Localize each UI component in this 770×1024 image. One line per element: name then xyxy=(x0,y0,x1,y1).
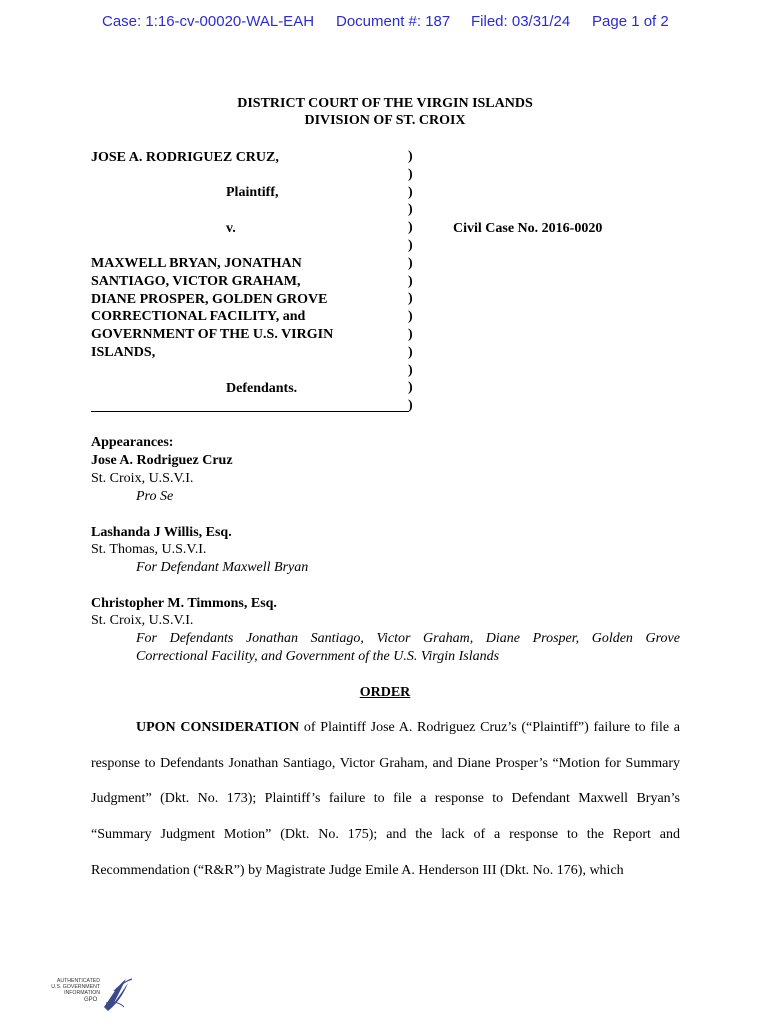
case-number-stamp: Case: 1:16-cv-00020-WAL-EAH xyxy=(102,13,315,30)
document-number-stamp: Document #: 187 xyxy=(336,13,451,30)
appearance-location: St. Croix, U.S.V.I. xyxy=(91,613,194,628)
caption-paren: ) xyxy=(408,398,413,414)
caption-paren: ) xyxy=(408,220,413,236)
appearance-role: Correctional Facility, and Government of the U.S. Virgin Islands xyxy=(136,649,500,664)
defendant-line: MAXWELL BRYAN, JONATHAN xyxy=(91,256,302,271)
caption-paren: ) xyxy=(408,362,413,378)
caption-paren: ) xyxy=(408,327,413,342)
appearance-name: Christopher M. Timmons, Esq. xyxy=(91,596,277,611)
appearance-location: St. Croix, U.S.V.I. xyxy=(91,471,194,486)
caption-paren: ) xyxy=(408,273,413,289)
appearance-role: Pro Se xyxy=(136,489,174,504)
caption-paren: ) xyxy=(408,255,413,271)
caption-paren: ) xyxy=(408,291,413,307)
plaintiff-label: Plaintiff, xyxy=(226,185,279,200)
defendant-line: GOVERNMENT OF THE U.S. VIRGIN xyxy=(91,327,334,343)
gpo-logo-text: AUTHENTICATED U.S. GOVERNMENT INFORMATION xyxy=(51,978,100,996)
civil-case-number: Civil Case No. 2016-0020 xyxy=(453,221,603,236)
caption-paren: ) xyxy=(408,344,413,360)
defendant-line: ISLANDS, xyxy=(91,345,156,360)
appearance-role: For Defendant Maxwell Bryan xyxy=(136,560,309,575)
appearances-heading: Appearances: xyxy=(91,435,174,450)
court-name: DISTRICT COURT OF THE VIRGIN ISLANDS xyxy=(237,96,533,111)
defendant-line: CORRECTIONAL FACILITY, and xyxy=(91,309,306,325)
appearance-name: Jose A. Rodriguez Cruz xyxy=(91,453,233,468)
gpo-authentication-logo xyxy=(44,973,134,1017)
appearance-role: For Defendants Jonathan Santiago, Victor Graham, Diane Prosper, Golden Grove xyxy=(136,631,680,646)
caption-paren: ) xyxy=(408,309,413,325)
order-paragraph xyxy=(91,710,680,889)
filed-date-stamp: Filed: 03/31/24 xyxy=(471,13,571,30)
caption-paren: ) xyxy=(408,380,413,396)
appearance-location: St. Thomas, U.S.V.I. xyxy=(91,542,207,557)
gpo-mark: GPO xyxy=(84,997,98,1003)
order-lead: UPON CONSIDERATION xyxy=(136,720,300,735)
gpo-eagle-icon xyxy=(44,973,134,1017)
caption-paren: ) xyxy=(408,166,413,182)
caption-paren: ) xyxy=(408,238,413,253)
defendant-line: DIANE PROSPER, GOLDEN GROVE xyxy=(91,291,328,307)
plaintiff-name: JOSE A. RODRIGUEZ CRUZ, xyxy=(91,150,279,165)
defendant-line: SANTIAGO, VICTOR GRAHAM, xyxy=(91,273,301,289)
appearance-name: Lashanda J Willis, Esq. xyxy=(91,525,232,540)
caption-paren: ) xyxy=(408,184,413,200)
defendants-label: Defendants. xyxy=(226,381,298,396)
order-body: of Plaintiff Jose A. Rodriguez Cruz’s (“Plaintiff”) failure to file a response to Defendants Jonathan Santiago, Victor Graham, and Diane Prosper’s “Motion for Summary Judgment” (Dkt. No. 173); Plaintiff’s failure to file a response to Defendant Maxwell Bryan’s “Summary Judgment Motion” (Dkt. No. 175); and the lack of a response to the Report and Recommendation (“R&R”) by Magistrate Judge Emile A. Henderson III (Dkt. No. 176), which xyxy=(91,720,680,878)
court-division: DIVISION OF ST. CROIX xyxy=(304,113,466,128)
order-title: ORDER xyxy=(359,685,411,700)
versus: v. xyxy=(226,221,236,236)
caption-paren: ) xyxy=(408,202,413,218)
caption-rule xyxy=(91,411,409,412)
page-count-stamp: Page 1 of 2 xyxy=(592,13,669,30)
caption-paren: ) xyxy=(408,149,413,164)
